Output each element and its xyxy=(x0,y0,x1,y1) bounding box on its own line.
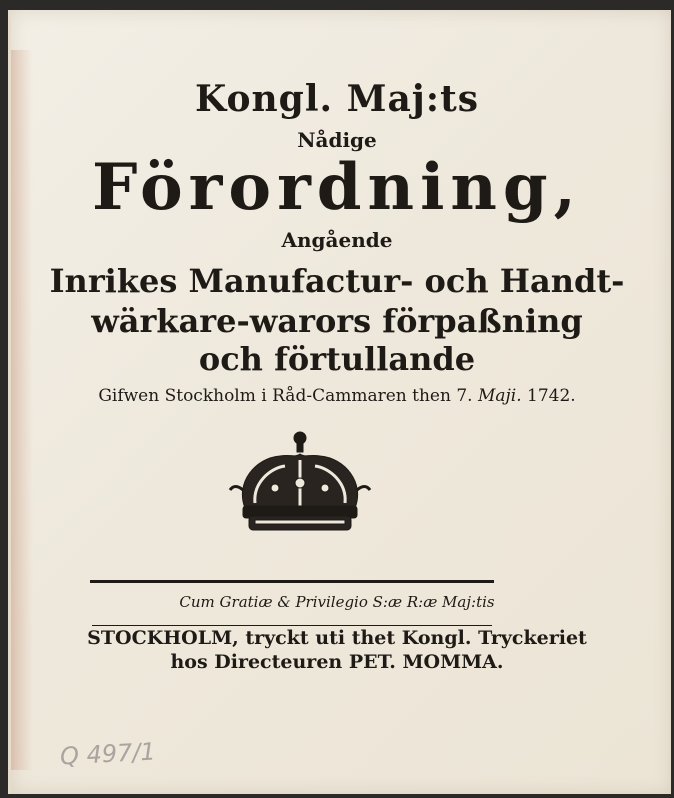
title-ordinance: Förordning, xyxy=(92,150,582,225)
imprint-line-2: hos Directeuren PET. MOMMA. xyxy=(170,651,504,673)
title-royal: Kongl. Maj:ts xyxy=(195,78,479,120)
top-rule xyxy=(90,580,494,583)
crown-icon xyxy=(225,428,375,546)
dateline-month: Maji. xyxy=(477,386,522,406)
subject-line-3: och förtullande xyxy=(198,340,476,378)
bottom-rule xyxy=(92,625,492,626)
title-gracious: Nådige xyxy=(297,128,377,152)
privilege-statement: Cum Gratiæ & Privilegio S:æ R:æ Maj:tis xyxy=(179,593,495,611)
dateline-mid: i Råd-Cammaren then 7. xyxy=(261,386,473,406)
dateline xyxy=(0,386,674,406)
dateline-year: 1742. xyxy=(527,386,576,406)
dateline-prefix: Gifwen xyxy=(98,386,160,406)
title-concerning: Angående xyxy=(281,228,393,252)
dateline-place: Stockholm xyxy=(164,386,256,406)
subject-line-2: wärkare-warors förpaßning xyxy=(91,302,583,340)
shelfmark-note: Q 497/1 xyxy=(59,737,157,771)
imprint-line-1: STOCKHOLM, tryckt uti thet Kongl. Tryckeriet xyxy=(87,627,587,649)
subject-line-1: Inrikes Manufactur- och Handt- xyxy=(49,262,625,300)
